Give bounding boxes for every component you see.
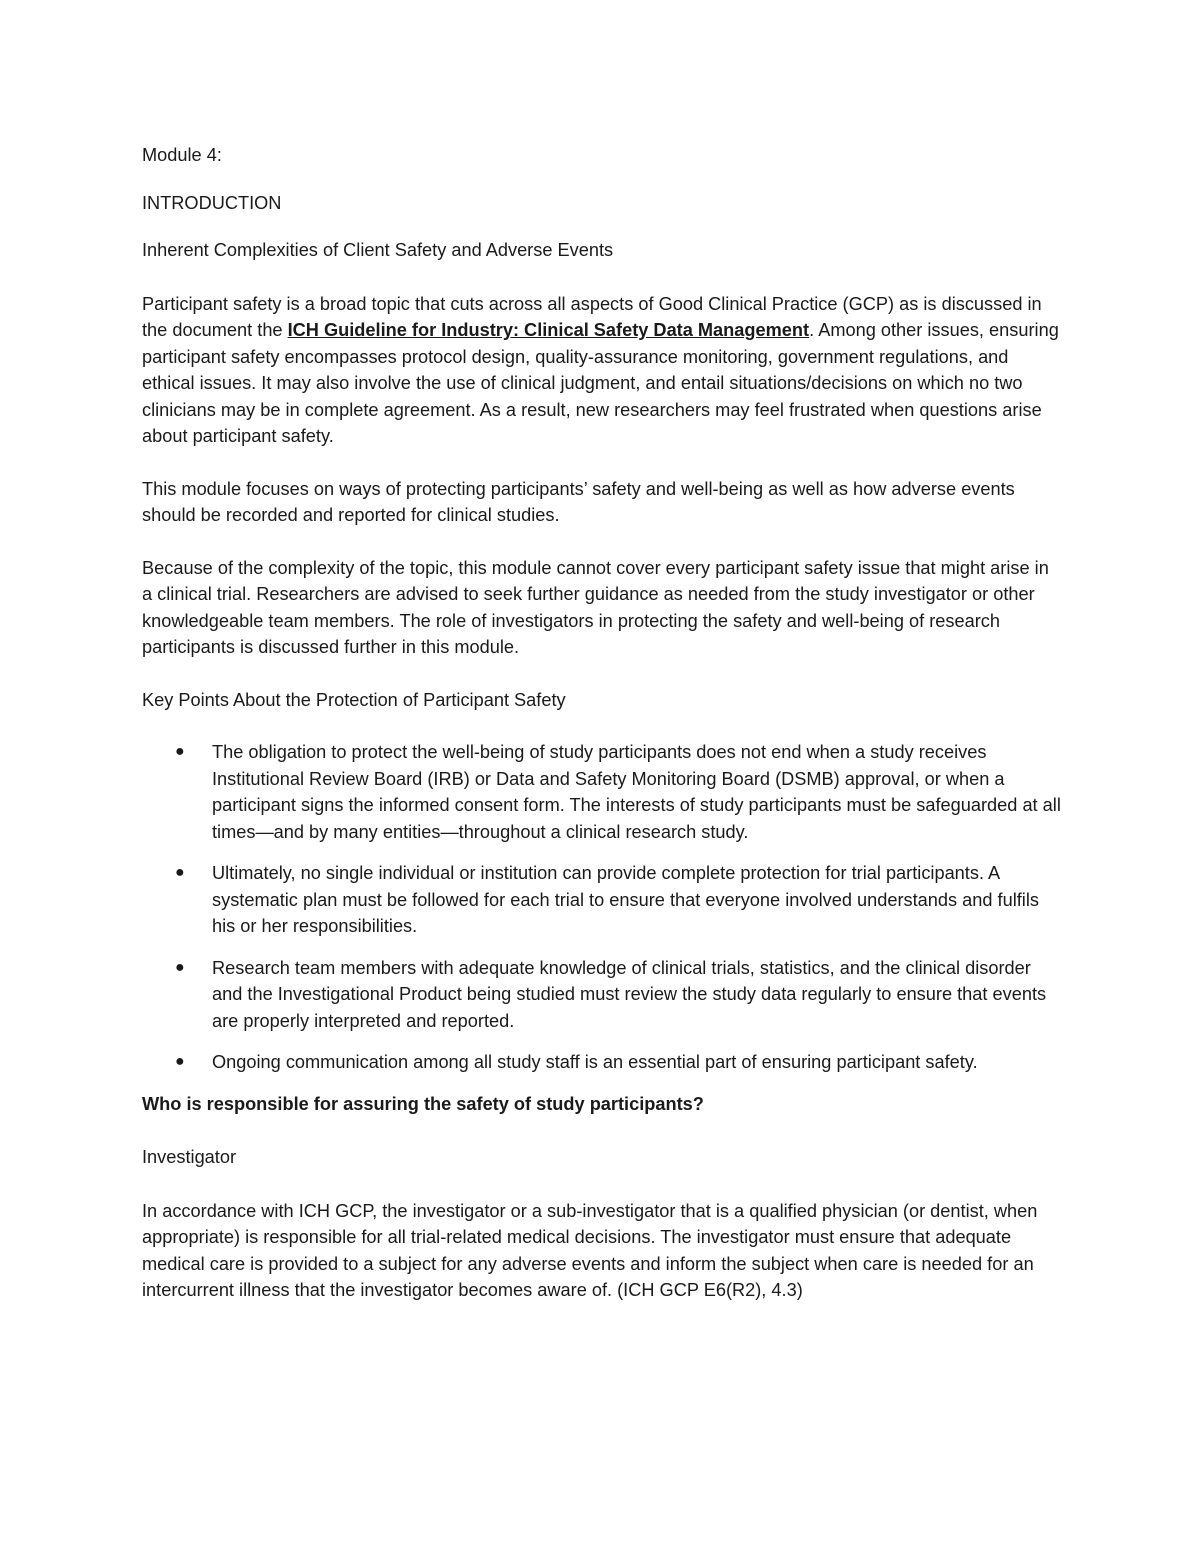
list-item-text: The obligation to protect the well-being of study participants does not end when a study receives Institutional Review Board (IRB) or Data and Safety Monitoring Board (DSMB) approval, or when a participant signs the informed consent form. The interests of study participants must be safeguarded at all times—and by many entities—throughout a clinical research study.: [212, 742, 1061, 842]
paragraph-investigator: In accordance with ICH GCP, the investigator or a sub-investigator that is a qualified physician (or dentist, when appropriate) is responsible for all trial-related medical decisions. The investigator must ensure that adequate medical care is provided to a subject for any adverse events and inform the subject when care is needed for an intercurrent illness that the investigator becomes aware of. (ICH GCP E6(R2), 4.3): [142, 1200, 1038, 1300]
key-points-heading: Key Points About the Protection of Participant Safety: [142, 689, 566, 710]
module-title: Module 4:: [142, 145, 222, 165]
paragraph-text: Participant safety is a broad topic that cuts across all aspects of Good Clinical Practice (GCP) as is discussed in the document the: [142, 293, 1042, 340]
bullet-icon: ●: [175, 864, 185, 881]
paragraph-text: . Among other issues, ensuring participant safety encompasses protocol design, quality-assurance monitoring, government regulations, and ethical issues. It may also involve the use of clinical judgment, and entail situations/decisions on which no two clinicians may be in complete agreement. As a result, new researchers may feel frustrated when questions arise about participant safety.: [142, 320, 1059, 446]
investigator-heading: Investigator: [142, 1147, 237, 1167]
list-item: [142, 1049, 1062, 1076]
question-heading: Who is responsible for assuring the safety of study participants?: [142, 1093, 704, 1114]
paragraph-participant-safety: [142, 291, 1062, 450]
paragraph-complexity: Because of the complexity of the topic, this module cannot cover every participant safety issue that might arise in a clinical trial. Researchers are advised to seek further guidance as needed from the study investigator or other knowledgeable team members. The role of investigators in protecting the safety and well-being of research participants is discussed further in this module.: [142, 557, 1049, 657]
intro-heading: INTRODUCTION: [142, 192, 282, 213]
bullet-icon: ●: [175, 958, 185, 976]
ich-guideline-link[interactable]: ICH Guideline for Industry: Clinical Safety Data Management: [287, 320, 810, 340]
paragraph-module-focus: This module focuses on ways of protecting participants’ safety and well-being as well as how adverse events should be recorded and reported for clinical studies.: [142, 478, 1015, 525]
list-item-text: Ultimately, no single individual or institution can provide complete protection for trial participants. A systematic plan must be followed for each trial to ensure that everyone involved understands and fulfils his or her responsibilities.: [212, 863, 1039, 936]
list-item: [142, 955, 1062, 1035]
list-item-text: Ongoing communication among all study staff is an essential part of ensuring participant safety.: [212, 1052, 978, 1072]
list-item: [142, 860, 1062, 940]
key-points-list: [142, 739, 1062, 1076]
list-item-text: Research team members with adequate knowledge of clinical trials, statistics, and the clinical disorder and the Investigational Product being studied must review the study data regularly to ensure that events are properly interpreted and reported.: [212, 957, 1047, 1031]
bullet-icon: ●: [175, 1053, 185, 1070]
list-item: [142, 739, 1062, 845]
section-heading: Inherent Complexities of Client Safety and Adverse Events: [142, 240, 614, 260]
bullet-icon: ●: [175, 743, 185, 760]
document-body: [142, 142, 1062, 1330]
